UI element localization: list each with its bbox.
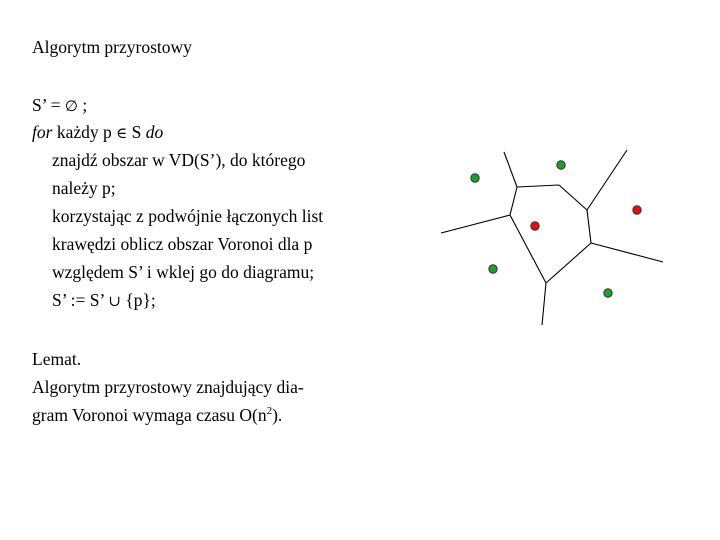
lemma-exponent: 2 — [266, 405, 273, 417]
loop-each: każdy p — [56, 122, 112, 142]
voronoi-edge — [441, 215, 510, 233]
init-prefix: S’ = — [32, 95, 61, 115]
voronoi-edge — [591, 243, 663, 262]
voronoi-edge — [510, 187, 517, 215]
voronoi-edge — [504, 152, 517, 187]
slide-title-text: Algorytm przyrostowy — [32, 37, 192, 57]
lemma-line-2-prefix: gram Voronoi wymaga czasu O(n — [32, 405, 267, 425]
update-prefix: S’ := S’ — [52, 290, 105, 310]
body-line-text: należy p; — [52, 178, 116, 198]
voronoi-edge — [546, 243, 591, 283]
init-suffix: ; — [82, 95, 88, 115]
for-keyword: for — [32, 122, 53, 142]
do-keyword: do — [145, 122, 164, 142]
voronoi-sites — [471, 161, 641, 297]
site-green-top-left — [471, 174, 479, 182]
loop-set: S — [131, 122, 142, 142]
voronoi-edge — [559, 185, 587, 210]
body-line-text: krawędzi oblicz obszar Voronoi dla p — [52, 234, 313, 254]
lemma-heading-text: Lemat. — [32, 349, 82, 369]
update-suffix: {p}; — [125, 290, 156, 310]
site-green-bottom-right — [604, 289, 612, 297]
body-line-text: znajdź obszar w VD(S’), do którego — [52, 150, 306, 170]
lemma-line-2-suffix: ). — [272, 405, 283, 425]
site-red-right — [633, 206, 641, 214]
union-symbol: ∪ — [108, 292, 121, 310]
voronoi-edge — [587, 150, 627, 210]
body-line-text: względem S’ i wklej go do diagramu; — [52, 262, 315, 282]
site-green-top — [557, 161, 565, 169]
voronoi-edge — [510, 215, 546, 283]
voronoi-edge — [517, 185, 559, 187]
empty-set-symbol: ∅ — [64, 97, 78, 115]
site-red-center — [531, 222, 539, 230]
voronoi-edge — [542, 283, 546, 325]
body-line-text: korzystając z podwójnie łączonych list — [52, 206, 324, 226]
element-of-symbol: ∈ — [116, 124, 128, 142]
lemma-line-1-text: Algorytm przyrostowy znajdujący dia- — [32, 377, 304, 397]
site-green-bottom-left — [489, 265, 497, 273]
voronoi-edge — [587, 210, 591, 243]
